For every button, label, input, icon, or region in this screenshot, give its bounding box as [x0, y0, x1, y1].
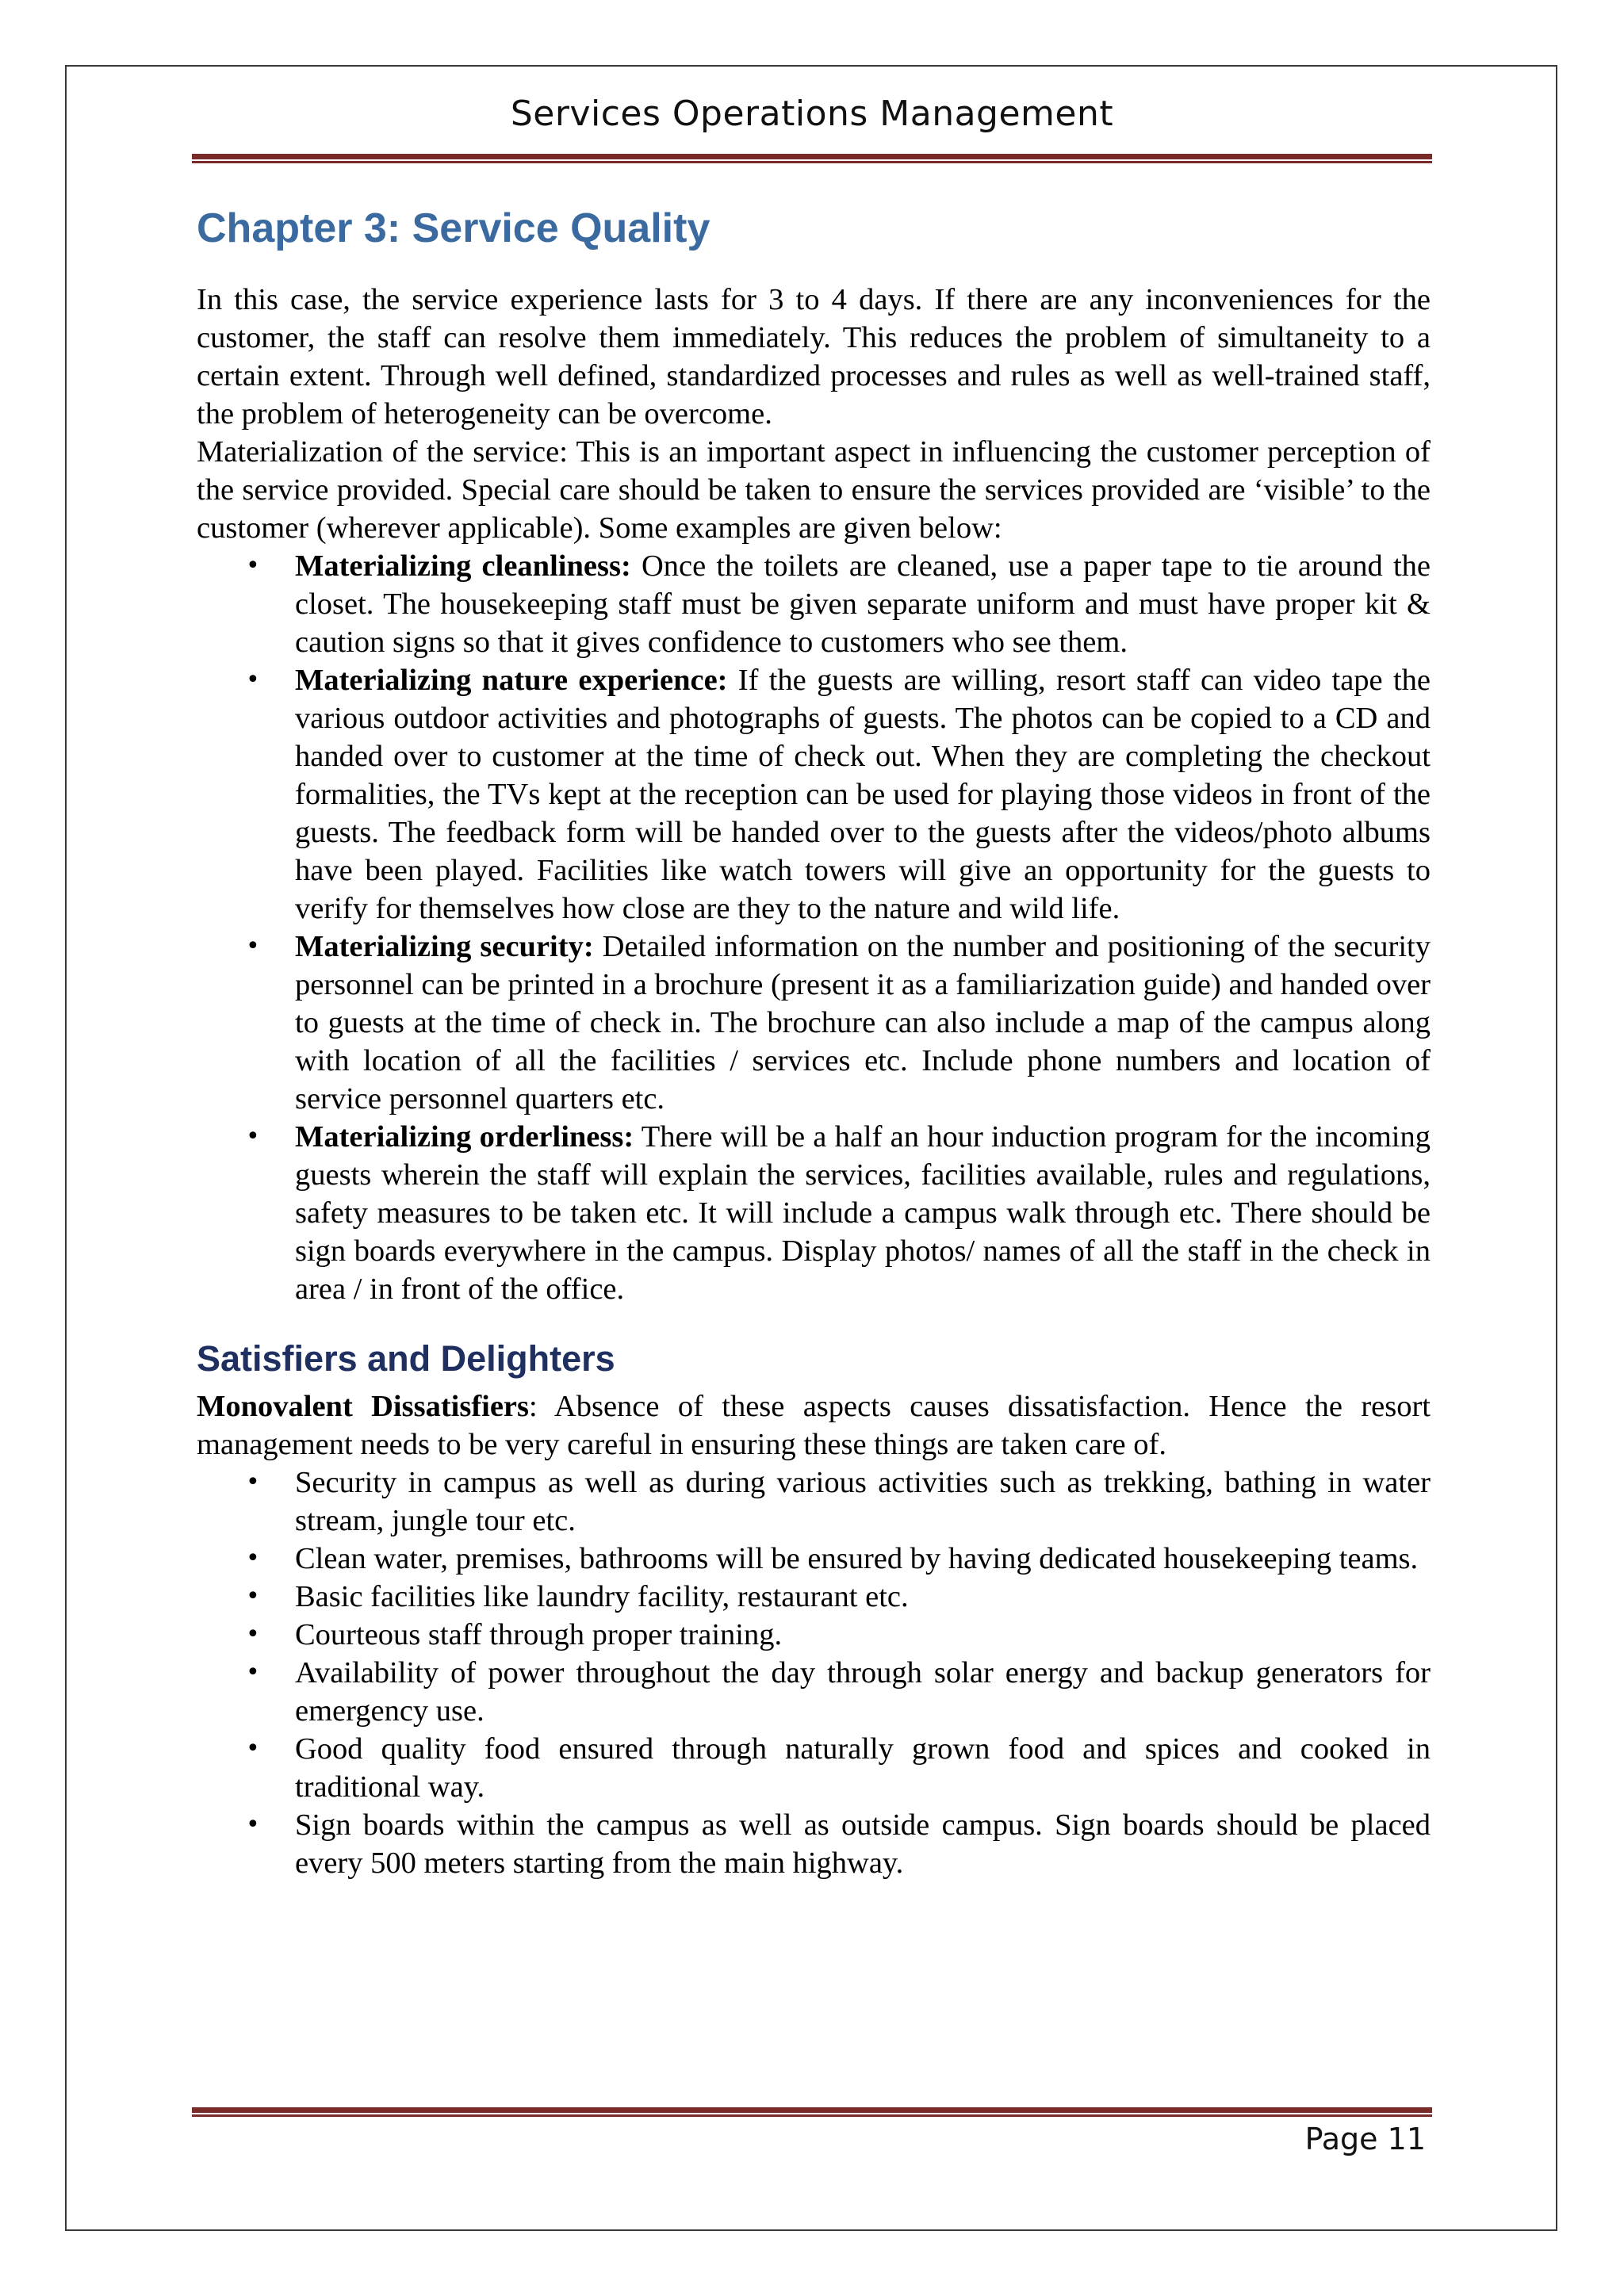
list-item — [197, 661, 1431, 928]
item-text: Sign boards within the campus as well as outside campus. Sign boards should be placed every 500 meters starting from the main highway. — [295, 1808, 1431, 1880]
footer-rule — [192, 2107, 1432, 2117]
list-item — [197, 1616, 1431, 1654]
bullet-icon: • — [246, 1468, 260, 1496]
bullet-icon: • — [246, 1544, 260, 1572]
item-label: Materializing orderliness: — [295, 1120, 634, 1154]
list-item — [197, 1540, 1431, 1578]
bullet-icon: • — [246, 932, 260, 960]
item-text: Basic facilities like laundry facility, restaurant etc. — [295, 1580, 909, 1613]
bullet-icon: • — [246, 1659, 260, 1686]
header-rule — [192, 154, 1432, 163]
bullet-icon: • — [246, 1123, 260, 1150]
item-text: Security in campus as well as during various activities such as trekking, bathing in water stream, jungle tour etc. — [295, 1466, 1431, 1537]
item-text: Availability of power throughout the day through solar energy and backup generators for emergency use. — [295, 1656, 1431, 1728]
list-item — [197, 1654, 1431, 1730]
list-item — [197, 1464, 1431, 1540]
item-label: Materializing cleanliness: — [295, 549, 631, 583]
bullet-icon: • — [246, 1735, 260, 1762]
list-item — [197, 928, 1431, 1118]
dissatisfiers-list — [197, 1464, 1431, 1882]
chapter-title: Chapter 3: Service Quality — [197, 205, 710, 251]
intro-paragraph-1: In this case, the service experience lasts for 3 to 4 days. If there are any inconveniences for the customer, the staff can resolve them immediately. This reduces the problem of simultaneity to a certain extent. Through well defined, standardized processes and rules as well as well-trained staff, the problem of heterogeneity can be overcome. — [197, 283, 1431, 430]
item-label: Materializing nature experience: — [295, 664, 728, 697]
item-text: Once the toilets are cleaned, use a paper tape to tie around the closet. The housekeeping staff must be given separate uniform and must have proper kit & caution signs so that it gives confidence to customers who see them. — [295, 549, 1431, 659]
bullet-icon: • — [246, 1811, 260, 1839]
materialization-list — [197, 547, 1431, 1308]
running-header: Services Operations Management — [510, 94, 1114, 134]
intro-paragraph-2: Materialization of the service: This is an important aspect in influencing the customer perception of the service provided. Special care should be taken to ensure the services provided are ‘visible’ to the customer (wherever applicable). Some examples are given below: — [197, 435, 1431, 545]
bullet-icon: • — [246, 1621, 260, 1648]
bullet-icon: • — [246, 552, 260, 580]
section-lead-paragraph — [197, 1387, 1431, 1464]
item-text: Good quality food ensured through naturally grown food and spices and cooked in traditional way. — [295, 1732, 1431, 1804]
item-text: Courteous staff through proper training. — [295, 1618, 783, 1651]
lead-label: Monovalent Dissatisfiers — [197, 1390, 530, 1423]
list-item — [197, 1806, 1431, 1882]
page-content — [197, 197, 1431, 1882]
section-title: Satisfiers and Delighters — [197, 1338, 615, 1379]
list-item — [197, 1118, 1431, 1308]
item-label: Materializing security: — [295, 930, 594, 963]
bullet-icon: • — [246, 666, 260, 694]
page-number: Page 11 — [1304, 2122, 1426, 2156]
bullet-icon: • — [246, 1582, 260, 1610]
item-text: Detailed information on the number and positioning of the security personnel can be printed in a brochure (present it as a familiarization guide) and handed over to guests at the time of check in. The brochure can also include a map of the campus along with location of all the facilities / services etc. Include phone numbers and location of service personnel quarters etc. — [295, 930, 1431, 1115]
item-text: There will be a half an hour induction program for the incoming guests wherein the staff will explain the services, facilities available, rules and regulations, safety measures to be taken etc. It will include a campus walk through etc. There should be sign boards everywhere in the campus. Display photos/ names of all the staff in the check in area / in front of the office. — [295, 1120, 1431, 1306]
lead-text: : Absence of these aspects causes dissatisfaction. Hence the resort management needs to be very careful in ensuring these things are taken care of. — [197, 1390, 1431, 1461]
list-item — [197, 1730, 1431, 1806]
list-item — [197, 1578, 1431, 1616]
list-item — [197, 547, 1431, 661]
item-text: If the guests are willing, resort staff can video tape the various outdoor activities and photographs of guests. The photos can be copied to a CD and handed over to customer at the time of check out. When they are completing the checkout formalities, the TVs kept at the reception can be used for playing those videos in front of the guests. The feedback form will be handed over to the guests after the videos/photo albums have been played. Facilities like watch towers will give an opportunity for the guests to verify for themselves how close are they to the nature and wild life. — [295, 664, 1431, 925]
item-text: Clean water, premises, bathrooms will be ensured by having dedicated housekeeping teams. — [295, 1542, 1419, 1575]
